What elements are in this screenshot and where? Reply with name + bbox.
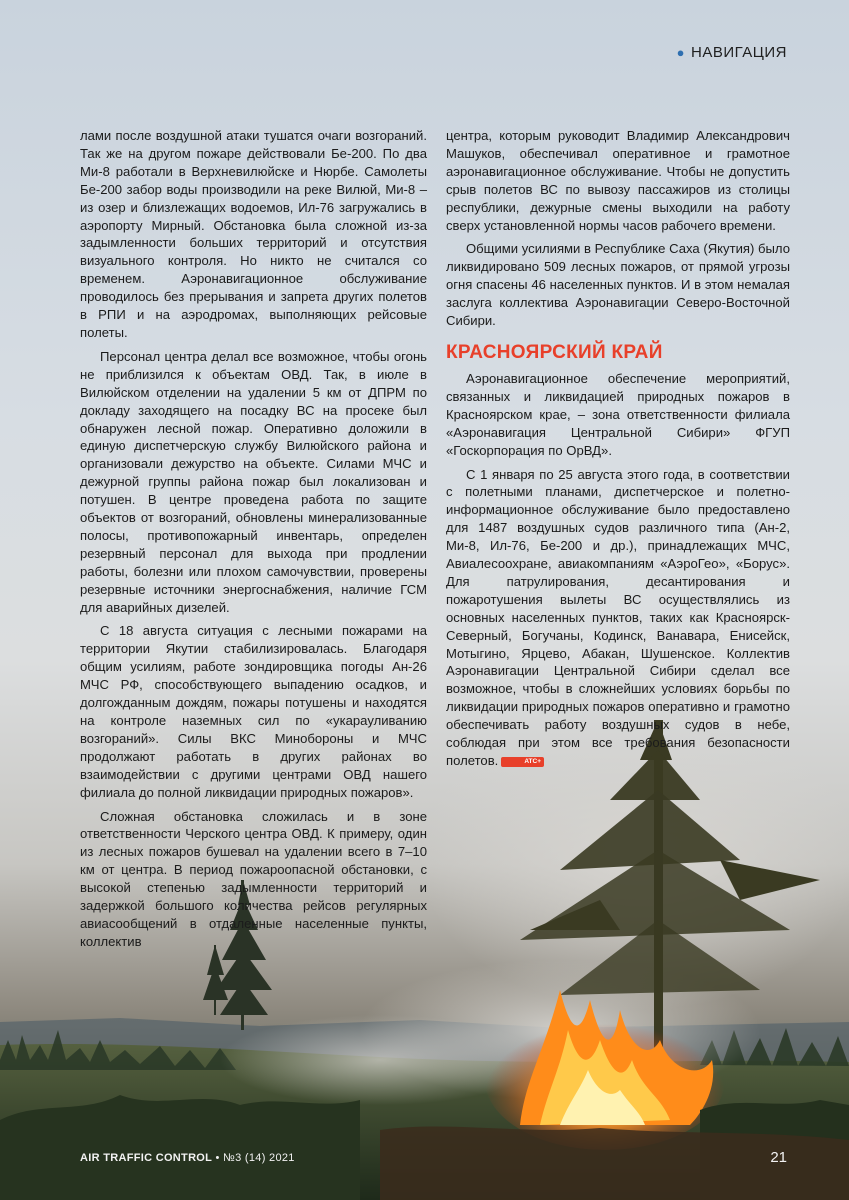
section-title: НАВИГАЦИЯ — [691, 44, 787, 61]
subheading: КРАСНОЯРСКИЙ КРАЙ — [446, 341, 663, 363]
section-tag — [677, 44, 787, 61]
paragraph: Общими усилиями в Республике Саха (Якутия) было ликвидировано 509 лесных пожаров, от прямой угрозы огня спасены 46 населенных пунктов. И в этом немалая заслуга коллектива Аэронавигации Северо-Восточной Сибири. — [446, 241, 790, 329]
left-column — [80, 127, 427, 957]
issue-info: • №3 (14) 2021 — [215, 1152, 295, 1164]
paragraph: центра, которым руководит Владимир Александрович Машуков, обеспечивал оперативное и грамотное аэронавигационное обслуживание. Чтобы не допустить срыв полетов ВС по вывозу пассажиров из столицы республики, дежурные смены выходили на работу сверх установленной нормы часов рабочего времени. — [446, 128, 790, 233]
paragraph — [446, 466, 790, 770]
atc-end-mark: ATC+ — [501, 757, 544, 767]
footer-publication — [80, 1152, 295, 1164]
bullet-icon: ● — [676, 45, 686, 60]
page-number: 21 — [770, 1149, 787, 1166]
paragraph-text: С 1 января по 25 августа этого года, в соответствии с полетными планами, диспетчерское и полетно-информационное обслуживание было предоставлено для 1487 воздушных судов различного типа (Ан-2, Ми-8, Ил-76, Бе-200 и др.), принадлежащих МЧС, Авиалесоохране, авиакомпаниям «АэроГео», «Борус». Для патрулирования, десантирования и пожаротушения вылеты ВС осуществлялись из основных населенных пунктов, таких как Красноярск-Северный, Богучаны, Кодинск, Ванавара, Енисейск, Мотыгино, Ярцево, Абакан, Шушенское. Коллектив Аэронавигации Центральной Сибири сделал все возможное, чтобы в сложнейших условиях борьбы по ликвидации природных пожаров оперативно и грамотно обеспечивать работу воздушных судов в небе, соблюдая при этом все требования безопасности полетов. — [446, 466, 790, 768]
paragraph: С 18 августа ситуация с лесными пожарами на территории Якутии стабилизировалась. Благодаря общим усилиям, работе зондировщика погоды Ан-26 МЧС РФ, способствующего выпадению осадков, и долгожданным дождям, пожары потушены и находятся на контроле наземных сил по «укарауливанию возгораний». Силы ВКС Минобороны и МЧС продолжают работать в других районах во взаимодействии с другими центрами ОВД нашего филиала до полной ликвидации природных пожаров». — [80, 623, 427, 800]
right-column — [446, 127, 790, 776]
paragraph: Сложная обстановка сложилась и в зоне ответственности Черского центра ОВД. К примеру, один из лесных пожаров бушевал на удалении всего в 7–10 км от центра. В период пожароопасной обстановки, с высокой степенью задымленности территорий и задержкой большого количества рейсов регулярных авиасообщений в отдаленные населенные пункты, коллектив — [80, 808, 427, 949]
magazine-name: AIR TRAFFIC CONTROL — [80, 1152, 213, 1164]
paragraph: Персонал центра делал все возможное, чтобы огонь не приблизился к объектам ОВД. Так, в июле в Вилюйском отделении на удалении 5 км от ДПРМ по докладу заходящего на посадку ВС на просеке был обнаружен лесной пожар. Оперативно доложили в единую диспетчерскую службу Вилюйского района и организовали дежурство на объекте. Силами МЧС и дежурной группы района пожар был локализован и потушен. В центре проведена работа по защите объектов от возгораний, обновлены минерализованные полосы, противопожарный инвентарь, определен резервный персонал для выхода при продлении работы, болезни или плохом самочувствии, проверены резервные источники энергоснабжения, наличие ГСМ для аварийных дизелей. — [80, 348, 427, 615]
paragraph: лами после воздушной атаки тушатся очаги возгораний. Так же на другом пожаре действовали Бе-200. По два Ми-8 работали в Верхневилюйске и Нюрбе. Самолеты Бе-200 забор воды производили на реке Вилюй, Ми-8 – из озер и близлежащих водоемов, Ил-76 загружались в аэропорту Мирный. Обстановка была сложной из-за задымленности больших территорий и отсутствия визуального контроля. Но никто не считался со временем. Аэронавигационное обслуживание проводилось без прерывания и запрета других полетов в РПИ и на аэродромах, выполняющих рейсовые полеты. — [80, 128, 427, 340]
paragraph: Аэронавигационное обеспечение мероприятий, связанных и ликвидацией природных пожаров в Красноярском крае, – зона ответственности филиала «Аэронавигация Центральной Сибири» ФГУП «Госкорпорация по ОрВД». — [446, 370, 790, 458]
